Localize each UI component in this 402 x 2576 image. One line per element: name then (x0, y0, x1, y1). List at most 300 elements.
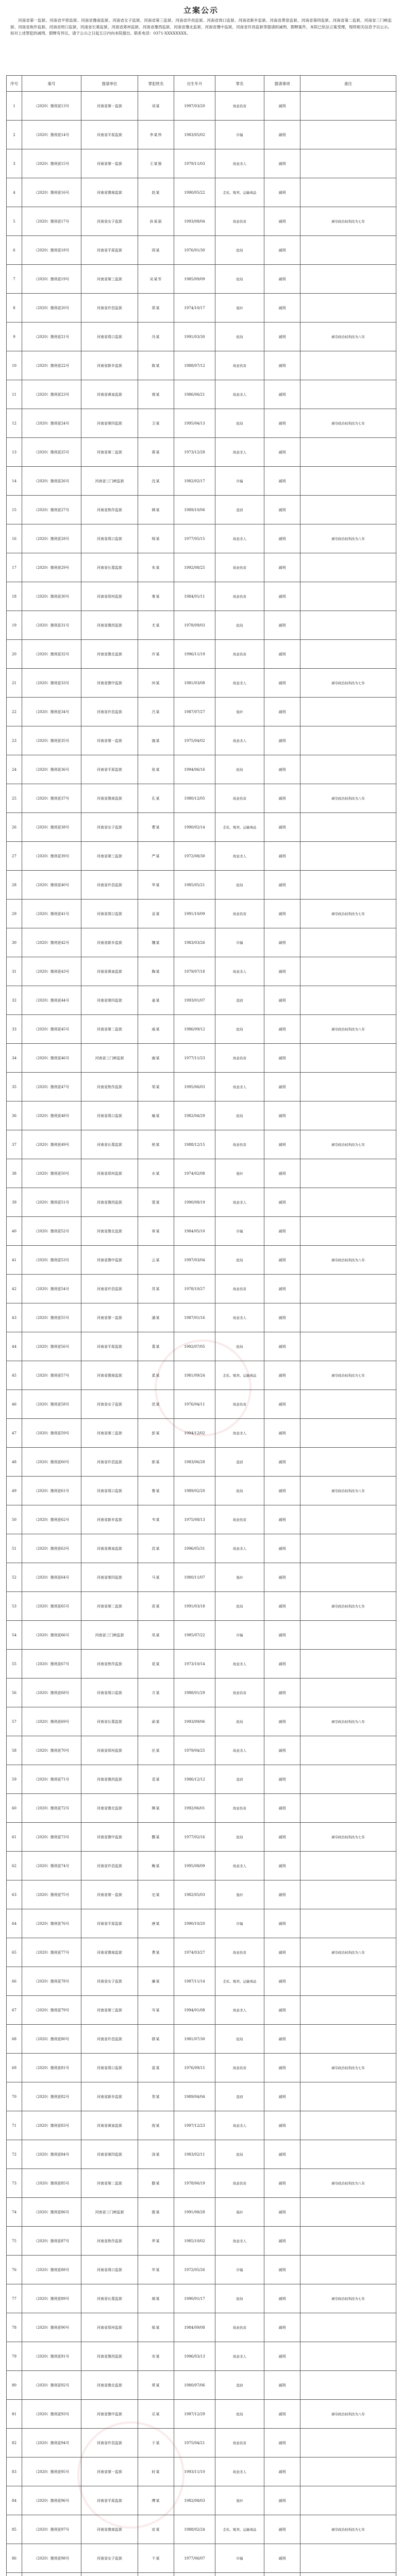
row-index-cell: 38 (7, 1159, 22, 1188)
row-index-cell: 18 (7, 582, 22, 611)
submitting-unit-cell: 河南省平原监狱 (81, 755, 138, 784)
table-body (7, 92, 396, 2576)
case-number-cell: （2020）豫刑更83号 (22, 2111, 81, 2140)
request-type-cell: 减刑 (264, 1332, 300, 1361)
remark-cell (300, 928, 396, 957)
table-row (7, 582, 396, 611)
case-number-cell: （2020）豫刑更23号 (22, 380, 81, 409)
table-row (7, 611, 396, 640)
crime-cell: 盗窃 (215, 2371, 264, 2400)
birth-date-cell: 1976/04/11 (174, 1390, 215, 1419)
remark-cell: 剥夺政治权利改为八年 (300, 1015, 396, 1044)
case-number-cell: （2020）豫刑更42号 (22, 928, 81, 957)
table-header-cell: 罪名 (215, 76, 264, 92)
table-row (7, 207, 396, 236)
request-type-cell: 减刑 (264, 2429, 300, 2458)
case-number-cell: （2020）豫刑更37号 (22, 784, 81, 813)
request-type-cell: 减刑 (264, 698, 300, 726)
remark-cell (300, 2256, 396, 2284)
remark-cell (300, 1621, 396, 1650)
crime-cell: 抢劫 (215, 1246, 264, 1275)
request-type-cell: 减刑 (264, 1996, 300, 2025)
prisoner-name-cell: 俞某 (138, 1707, 174, 1736)
crime-cell: 故意杀人 (215, 2227, 264, 2256)
table-row (7, 2198, 396, 2227)
table-header-row (7, 76, 396, 92)
crime-cell: 故意伤害 (215, 582, 264, 611)
birth-date-cell: 1987/07/27 (174, 698, 215, 726)
prisoner-name-cell: 魏某 (138, 928, 174, 957)
birth-date-cell: 1981/03/08 (174, 669, 215, 698)
prisoner-name-cell: 金某 (138, 900, 174, 928)
row-index-cell: 66 (7, 1967, 22, 1996)
submitting-unit-cell: 河南省第二监狱 (81, 2169, 138, 2198)
birth-date-cell: 1985/10/02 (174, 2227, 215, 2256)
row-index-cell: 23 (7, 726, 22, 755)
case-number-cell: （2020）豫刑更77号 (22, 1938, 81, 1967)
case-number-cell: （2020）豫刑更98号 (22, 2544, 81, 2573)
submitting-unit-cell: 河南省豫中监狱 (81, 1823, 138, 1852)
case-number-cell: （2020）豫刑更64号 (22, 1563, 81, 1592)
submitting-unit-cell: 河南省新乡监狱 (81, 1505, 138, 1534)
birth-date-cell: 1997/03/04 (174, 1246, 215, 1275)
submitting-unit-cell: 河南省周口监狱 (81, 1477, 138, 1505)
table-row (7, 1073, 396, 1101)
remark-cell (300, 2082, 396, 2111)
remark-cell (300, 1563, 396, 1592)
prisoner-name-cell: 杨某 (138, 524, 174, 553)
submitting-unit-cell: 河南省第一监狱 (81, 1303, 138, 1332)
prisoner-name-cell: 赵某 (138, 178, 174, 207)
table-row (7, 1650, 396, 1679)
table-row (7, 1563, 396, 1592)
crime-cell: 强奸 (215, 2198, 264, 2227)
case-number-cell (22, 2573, 81, 2576)
remark-cell (300, 2140, 396, 2169)
table-row (7, 1621, 396, 1650)
prisoner-name-cell: 沈某 (138, 467, 174, 496)
prisoner-name-cell: 滕某 (138, 2169, 174, 2198)
request-type-cell: 减刑 (264, 669, 300, 698)
submitting-unit-cell: 河南省许昌监狱 (81, 294, 138, 323)
case-number-cell: （2020）豫刑更71号 (22, 1765, 81, 1794)
submitting-unit-cell: 河南省许昌监狱 (81, 1448, 138, 1477)
submitting-unit-cell: 河南省新乡监狱 (81, 2082, 138, 2111)
row-index-cell: 65 (7, 1938, 22, 1967)
remark-cell (300, 2025, 396, 2054)
prisoner-name-cell: 汤某 (138, 2140, 174, 2169)
crime-cell: 故意杀人 (215, 380, 264, 409)
birth-date-cell: 1997/03/20 (174, 92, 215, 121)
crime-cell: 抢劫 (215, 1101, 264, 1130)
request-type-cell: 减刑 (264, 2256, 300, 2284)
case-number-cell: （2020）豫刑更82号 (22, 2082, 81, 2111)
request-type-cell: 减刑 (264, 842, 300, 871)
row-index-cell: 37 (7, 1130, 22, 1159)
crime-cell: 抢劫 (215, 1332, 264, 1361)
birth-date-cell: 1988/07/12 (174, 351, 215, 380)
remark-cell: 剥夺政治权利改为七年 (300, 669, 396, 698)
table-row (7, 1938, 396, 1967)
prisoner-name-cell: 史某 (138, 1880, 174, 1909)
birth-date-cell: 1983/02/11 (174, 2140, 215, 2169)
row-index-cell: 15 (7, 496, 22, 524)
table-row (7, 813, 396, 842)
crime-cell: 故意伤害 (215, 207, 264, 236)
table-row (7, 1275, 396, 1303)
case-number-cell: （2020）豫刑更41号 (22, 900, 81, 928)
request-type-cell: 减刑 (264, 1650, 300, 1679)
birth-date-cell: 1984/01/11 (174, 582, 215, 611)
birth-date-cell: 1994/01/08 (174, 1996, 215, 2025)
table-row (7, 755, 396, 784)
request-type-cell: 减刑 (264, 1015, 300, 1044)
prisoner-name-cell: 罗某 (138, 2227, 174, 2256)
notice-page (6, 4, 396, 2576)
remark-cell: 剥夺政治权利改为七年 (300, 1361, 396, 1390)
remark-cell (300, 1794, 396, 1823)
case-number-cell: （2020）豫刑更76号 (22, 1909, 81, 1938)
row-index-cell: 45 (7, 1361, 22, 1390)
remark-cell (300, 1852, 396, 1880)
row-index-cell: 80 (7, 2371, 22, 2400)
prisoner-name-cell: 章某 (138, 1217, 174, 1246)
crime-cell: 走私、贩卖、运输毒品 (215, 1361, 264, 1390)
request-type-cell: 减刑 (264, 2025, 300, 2054)
case-number-cell: （2020）豫刑更34号 (22, 698, 81, 726)
row-index-cell: 61 (7, 1823, 22, 1852)
prisoner-name-cell: 李某伟 (138, 121, 174, 149)
remark-cell (300, 380, 396, 409)
request-type-cell: 减刑 (264, 2227, 300, 2256)
remark-cell (300, 1967, 396, 1996)
remark-cell (300, 2342, 396, 2371)
request-type-cell: 减刑 (264, 351, 300, 380)
birth-date-cell: 1977/02/16 (174, 1823, 215, 1852)
birth-date-cell: 1987/11/14 (174, 1967, 215, 1996)
remark-cell (300, 1101, 396, 1130)
remark-cell: 剥夺政治权利改为八年 (300, 1938, 396, 1967)
crime-cell: 抢劫 (215, 2140, 264, 2169)
table-row (7, 1448, 396, 1477)
row-index-cell: 44 (7, 1332, 22, 1361)
submitting-unit-cell: 河南省第二监狱 (81, 1015, 138, 1044)
remark-cell (300, 986, 396, 1015)
row-index-cell: 52 (7, 1563, 22, 1592)
birth-date-cell: 1981/07/30 (174, 2025, 215, 2054)
remark-cell (300, 178, 396, 207)
birth-date-cell: 1972/05/26 (174, 2256, 215, 2284)
submitting-unit-cell: 河南省周口监狱 (81, 2054, 138, 2082)
request-type-cell: 减刑 (264, 2371, 300, 2400)
submitting-unit-cell: 河南省平原监狱 (81, 121, 138, 149)
birth-date-cell: 1985/05/21 (174, 871, 215, 900)
prisoner-name-cell: 范某 (138, 1390, 174, 1419)
birth-date-cell: 1977/05/15 (174, 524, 215, 553)
request-type-cell: 减刑 (264, 1477, 300, 1505)
prisoner-name-cell: 葛某 (138, 1332, 174, 1361)
table-header-cell: 提请单位 (81, 76, 138, 92)
table-header-cell: 序号 (7, 76, 22, 92)
birth-date-cell: 1991/08/28 (174, 2198, 215, 2227)
crime-cell: 故意伤害 (215, 2429, 264, 2458)
crime-cell: 诈骗 (215, 1621, 264, 1650)
birth-date-cell: 1989/02/20 (174, 1477, 215, 1505)
submitting-unit-cell: 河南省第三监狱 (81, 1996, 138, 2025)
birth-date-cell: 1996/03/13 (174, 2342, 215, 2371)
birth-date-cell: 1984/09/08 (174, 2313, 215, 2342)
submitting-unit-cell: 河南省周口监狱 (81, 900, 138, 928)
table-row (7, 2544, 396, 2573)
table-header-cell: 案号 (22, 76, 81, 92)
case-number-cell: （2020）豫刑更88号 (22, 2256, 81, 2284)
prisoner-name-cell: 花某 (138, 1650, 174, 1679)
prisoner-name-cell: 昌某 (138, 1534, 174, 1563)
request-type-cell: 减刑 (264, 2458, 300, 2486)
birth-date-cell: 1981/09/24 (174, 1361, 215, 1390)
submitting-unit-cell: 河南省焦作监狱 (81, 2227, 138, 2256)
request-type-cell: 减刑 (264, 1794, 300, 1823)
birth-date-cell: 1982/04/29 (174, 1101, 215, 1130)
remark-cell (300, 726, 396, 755)
table-row (7, 2515, 396, 2544)
remark-cell (300, 1765, 396, 1794)
crime-cell: 诈骗 (215, 467, 264, 496)
table-row (7, 1679, 396, 1707)
remark-cell: 剥夺政治权利改为七年 (300, 409, 396, 438)
submitting-unit-cell: 河南省豫中监狱 (81, 1246, 138, 1275)
remark-cell (300, 640, 396, 669)
submitting-unit-cell: 河南省平原监狱 (81, 2486, 138, 2515)
row-index-cell: 2 (7, 121, 22, 149)
case-number-cell: （2020）豫刑更93号 (22, 2400, 81, 2429)
case-number-cell: （2020）豫刑更44号 (22, 986, 81, 1015)
case-number-cell: （2020）豫刑更27号 (22, 496, 81, 524)
crime-cell: 诈骗 (215, 1909, 264, 1938)
prisoner-name-cell: 韩某 (138, 496, 174, 524)
birth-date-cell: 1979/11/03 (174, 149, 215, 178)
birth-date-cell: 1980/11/07 (174, 1563, 215, 1592)
crime-cell: 强奸 (215, 698, 264, 726)
table-row (7, 1794, 396, 1823)
request-type-cell: 减刑 (264, 1707, 300, 1736)
prisoner-name-cell: 皮某 (138, 2515, 174, 2544)
prisoner-name-cell: 邬某 (138, 2313, 174, 2342)
case-number-cell: （2020）豫刑更45号 (22, 1015, 81, 1044)
birth-date-cell: 1995/04/13 (174, 409, 215, 438)
request-type-cell: 减刑 (264, 1505, 300, 1534)
birth-date-cell: 1985/09/09 (174, 265, 215, 294)
row-index-cell: 32 (7, 986, 22, 1015)
table-row (7, 2140, 396, 2169)
table-row (7, 438, 396, 467)
table-row (7, 2429, 396, 2458)
case-number-cell: （2020）豫刑更58号 (22, 1390, 81, 1419)
crime-cell: 故意杀人 (215, 2342, 264, 2371)
prisoner-name-cell: 方某 (138, 1679, 174, 1707)
table-row (7, 1534, 396, 1563)
submitting-unit-cell: 河南省郑州监狱 (81, 582, 138, 611)
request-type-cell: 减刑 (264, 1938, 300, 1967)
row-index-cell: 69 (7, 2054, 22, 2082)
case-number-cell: （2020）豫刑更89号 (22, 2284, 81, 2313)
row-index-cell: 59 (7, 1765, 22, 1794)
remark-cell (300, 871, 396, 900)
submitting-unit-cell: 河南省豫北监狱 (81, 1217, 138, 1246)
row-index-cell: 16 (7, 524, 22, 553)
request-type-cell: 减刑 (264, 871, 300, 900)
birth-date-cell: 1992/06/01 (174, 1794, 215, 1823)
page-title: 立案公示 (183, 6, 219, 15)
row-index-cell: 50 (7, 1505, 22, 1534)
case-number-cell: （2020）豫刑更49号 (22, 1130, 81, 1159)
table-row (7, 1159, 396, 1188)
request-type-cell: 减刑 (264, 928, 300, 957)
row-index-cell: 54 (7, 1621, 22, 1650)
table-row (7, 380, 396, 409)
table-row (7, 1101, 396, 1130)
request-type-cell: 减刑 (264, 236, 300, 265)
case-number-cell: （2020）豫刑更26号 (22, 467, 81, 496)
birth-date-cell: 1991/10/09 (174, 900, 215, 928)
remark-cell (300, 1505, 396, 1534)
crime-cell: 故意杀人 (215, 2458, 264, 2486)
prisoner-name-cell: 乐某 (138, 2400, 174, 2429)
prisoner-name-cell: 毕某 (138, 2256, 174, 2284)
case-number-cell: （2020）豫刑更55号 (22, 1303, 81, 1332)
prisoner-name-cell: 戚某 (138, 1015, 174, 1044)
row-index-cell: 11 (7, 380, 22, 409)
submitting-unit-cell: 河南省许昌监狱 (81, 871, 138, 900)
request-type-cell: 减刑 (264, 2140, 300, 2169)
submitting-unit-cell: 河南省长葛监狱 (81, 2284, 138, 2313)
submitting-unit-cell: 河南省豫北监狱 (81, 1794, 138, 1823)
case-number-cell: （2020）豫刑更13号 (22, 92, 81, 121)
remark-cell (300, 121, 396, 149)
case-number-cell: （2020）豫刑更65号 (22, 1592, 81, 1621)
remark-cell (300, 2573, 396, 2576)
table-row (7, 640, 396, 669)
prisoner-name-cell: 贺某 (138, 2082, 174, 2111)
birth-date-cell: 1975/04/21 (174, 2429, 215, 2458)
case-number-cell: （2020）豫刑更66号 (22, 1621, 81, 1650)
submitting-unit-cell: 河南省黄泉监狱 (81, 2111, 138, 2140)
submitting-unit-cell: 河南省长葛监狱 (81, 553, 138, 582)
table-row (7, 2025, 396, 2054)
row-index-cell: 60 (7, 1794, 22, 1823)
crime-cell: 故意杀人 (215, 957, 264, 986)
submitting-unit-cell: 河南省豫南监狱 (81, 784, 138, 813)
table-row (7, 294, 396, 323)
prisoner-name-cell: 陈某 (138, 351, 174, 380)
remark-cell (300, 1390, 396, 1419)
remark-cell (300, 236, 396, 265)
crime-cell (215, 2573, 264, 2576)
table-row (7, 2054, 396, 2082)
crime-cell: 抢劫 (215, 1477, 264, 1505)
birth-date-cell: 1987/01/16 (174, 1303, 215, 1332)
row-index-cell: 47 (7, 1419, 22, 1448)
remark-cell: 剥夺政治权利改为八年 (300, 2169, 396, 2198)
crime-cell: 故意伤害 (215, 2313, 264, 2342)
row-index-cell: 35 (7, 1073, 22, 1101)
prisoner-name-cell: 安某 (138, 2342, 174, 2371)
remark-cell: 剥夺政治权利改为七年 (300, 2515, 396, 2544)
crime-cell: 诈骗 (215, 1217, 264, 1246)
prisoner-name-cell: 凤某 (138, 1621, 174, 1650)
birth-date-cell: 1993/09/06 (174, 1707, 215, 1736)
submitting-unit-cell: 河南省许昌监狱 (81, 2025, 138, 2054)
case-number-cell: （2020）豫刑更16号 (22, 178, 81, 207)
submitting-unit-cell: 河南省黄泉监狱 (81, 380, 138, 409)
birth-date-cell: 1993/08/04 (174, 207, 215, 236)
remark-cell (300, 92, 396, 121)
crime-cell: 故意杀人 (215, 1073, 264, 1101)
birth-date-cell: 1972/08/30 (174, 842, 215, 871)
remark-cell: 剥夺政治权利改为七年 (300, 1823, 396, 1852)
case-number-cell: （2020）豫刑更54号 (22, 1275, 81, 1303)
prisoner-name-cell: 雷某 (138, 2054, 174, 2082)
crime-cell: 抢劫 (215, 2284, 264, 2313)
request-type-cell: 减刑 (264, 1852, 300, 1880)
remark-cell (300, 698, 396, 726)
remark-cell (300, 1419, 396, 1448)
submitting-unit-cell: 河南省黄泉监狱 (81, 1534, 138, 1563)
crime-cell: 盗窃 (215, 496, 264, 524)
request-type-cell: 减刑 (264, 1563, 300, 1592)
submitting-unit-cell: 河南省第四监狱 (81, 1563, 138, 1592)
remark-cell: 剥夺政治权利改为七年 (300, 2054, 396, 2082)
crime-cell: 故意杀人 (215, 524, 264, 553)
request-type-cell: 减刑 (264, 1909, 300, 1938)
submitting-unit-cell: 河南省三门峡监狱 (81, 2198, 138, 2227)
table-row (7, 553, 396, 582)
case-number-cell: （2020）豫刑更96号 (22, 2486, 81, 2515)
prisoner-name-cell: 韦某 (138, 1505, 174, 1534)
submitting-unit-cell: 河南省第一监狱 (81, 1880, 138, 1909)
row-index-cell: 86 (7, 2544, 22, 2573)
table-row (7, 2371, 396, 2400)
table-row (7, 2573, 396, 2576)
row-index-cell: 30 (7, 928, 22, 957)
table-row (7, 871, 396, 900)
prisoner-name-cell: 柳某 (138, 1794, 174, 1823)
submitting-unit-cell: 河南省第一监狱 (81, 149, 138, 178)
request-type-cell: 减刑 (264, 1159, 300, 1188)
birth-date-cell: 1986/06/21 (174, 380, 215, 409)
remark-cell (300, 842, 396, 871)
remark-cell: 剥夺政治权利改为七年 (300, 207, 396, 236)
prisoner-name-cell: 郝某 (138, 2284, 174, 2313)
case-number-cell: （2020）豫刑更15号 (22, 149, 81, 178)
crime-cell: 故意杀人 (215, 438, 264, 467)
remark-cell: 剥夺政治权利改为八年 (300, 524, 396, 553)
crime-cell: 故意伤害 (215, 1794, 264, 1823)
crime-cell: 故意杀人 (215, 1303, 264, 1332)
birth-date-cell: 1996/05/31 (174, 1534, 215, 1563)
case-number-cell: （2020）豫刑更95号 (22, 2458, 81, 2486)
row-index-cell: 48 (7, 1448, 22, 1477)
case-number-cell: （2020）豫刑更84号 (22, 2140, 81, 2169)
row-index-cell: 79 (7, 2342, 22, 2371)
remark-cell (300, 2458, 396, 2486)
table-row (7, 2227, 396, 2256)
row-index-cell: 55 (7, 1650, 22, 1679)
table-row (7, 2342, 396, 2371)
request-type-cell: 减刑 (264, 1679, 300, 1707)
crime-cell: 强奸 (215, 2486, 264, 2515)
table-row (7, 2313, 396, 2342)
